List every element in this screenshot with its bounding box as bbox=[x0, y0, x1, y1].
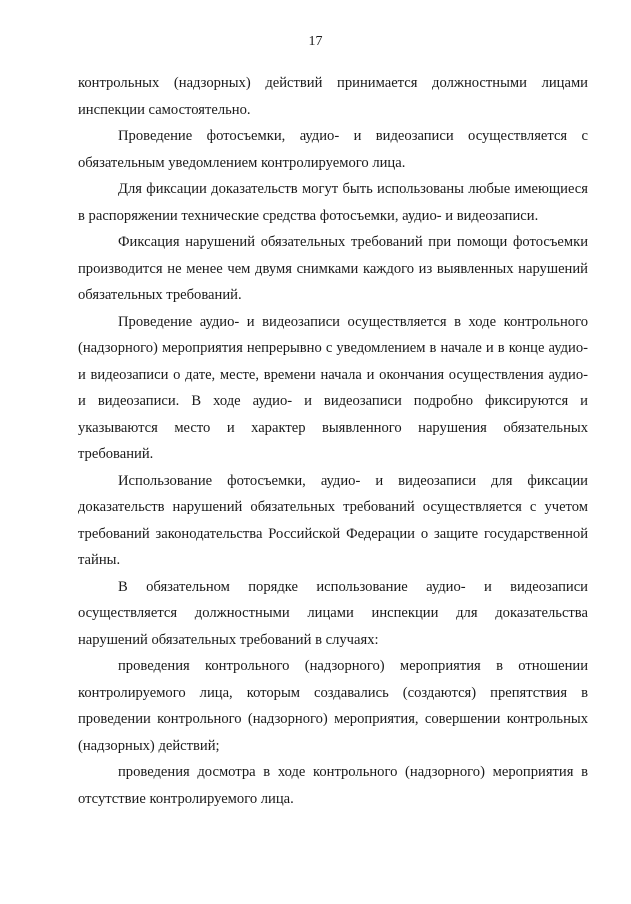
paragraph-photo-notification: Проведение фотосъемки, аудио- и видеозаписи осуществляется с обязательным уведомлением контролируемого лица. bbox=[78, 128, 588, 171]
paragraph-photo-fixation: Фиксация нарушений обязательных требований при помощи фотосъемки производится не менее чем двумя снимками каждого из выявленных нарушений обязательных требований. bbox=[78, 234, 588, 303]
paragraph-audio-video-process: Проведение аудио- и видеозаписи осуществляется в ходе контрольного (надзорного) мероприятия непрерывно с уведомлением в начале и в конце аудио- и видеозаписи о дате, месте, времени начала и окончания осуществления аудио- и видеозаписи. В ходе аудио- и видеозаписи подробно фиксируются и указываются место и характер выявленного нарушения обязательных требований. bbox=[78, 313, 588, 462]
paragraph-case-inspection: проведения досмотра в ходе контрольного (надзорного) мероприятия в отсутствие контролируемого лица. bbox=[78, 764, 588, 807]
paragraph-state-secret: Использование фотосъемки, аудио- и видеозаписи для фиксации доказательств нарушений обязательных требований осуществляется с учетом требований законодательства Российской Федерации о защите государственной тайны. bbox=[78, 472, 588, 568]
page-number: 17 bbox=[308, 34, 323, 49]
document-body bbox=[78, 70, 588, 812]
paragraph-mandatory-cases: В обязательном порядке использование аудио- и видеозаписи осуществляется должностными лицами инспекции для доказательства нарушений обязательных требований в случаях: bbox=[78, 578, 588, 648]
paragraph-technical-means: Для фиксации доказательств могут быть использованы любые имеющиеся в распоряжении технические средства фотосъемки, аудио- и видеозаписи. bbox=[78, 181, 588, 224]
paragraph-continuation: контрольных (надзорных) действий принимается должностными лицами инспекции самостоятельно. bbox=[78, 75, 588, 118]
paragraph-case-obstruction: проведения контрольного (надзорного) мероприятия в отношении контролируемого лица, которым создавались (создаются) препятствия в проведении контрольного (надзорного) мероприятия, совершении контрольных (надзорных) действий; bbox=[78, 658, 588, 754]
